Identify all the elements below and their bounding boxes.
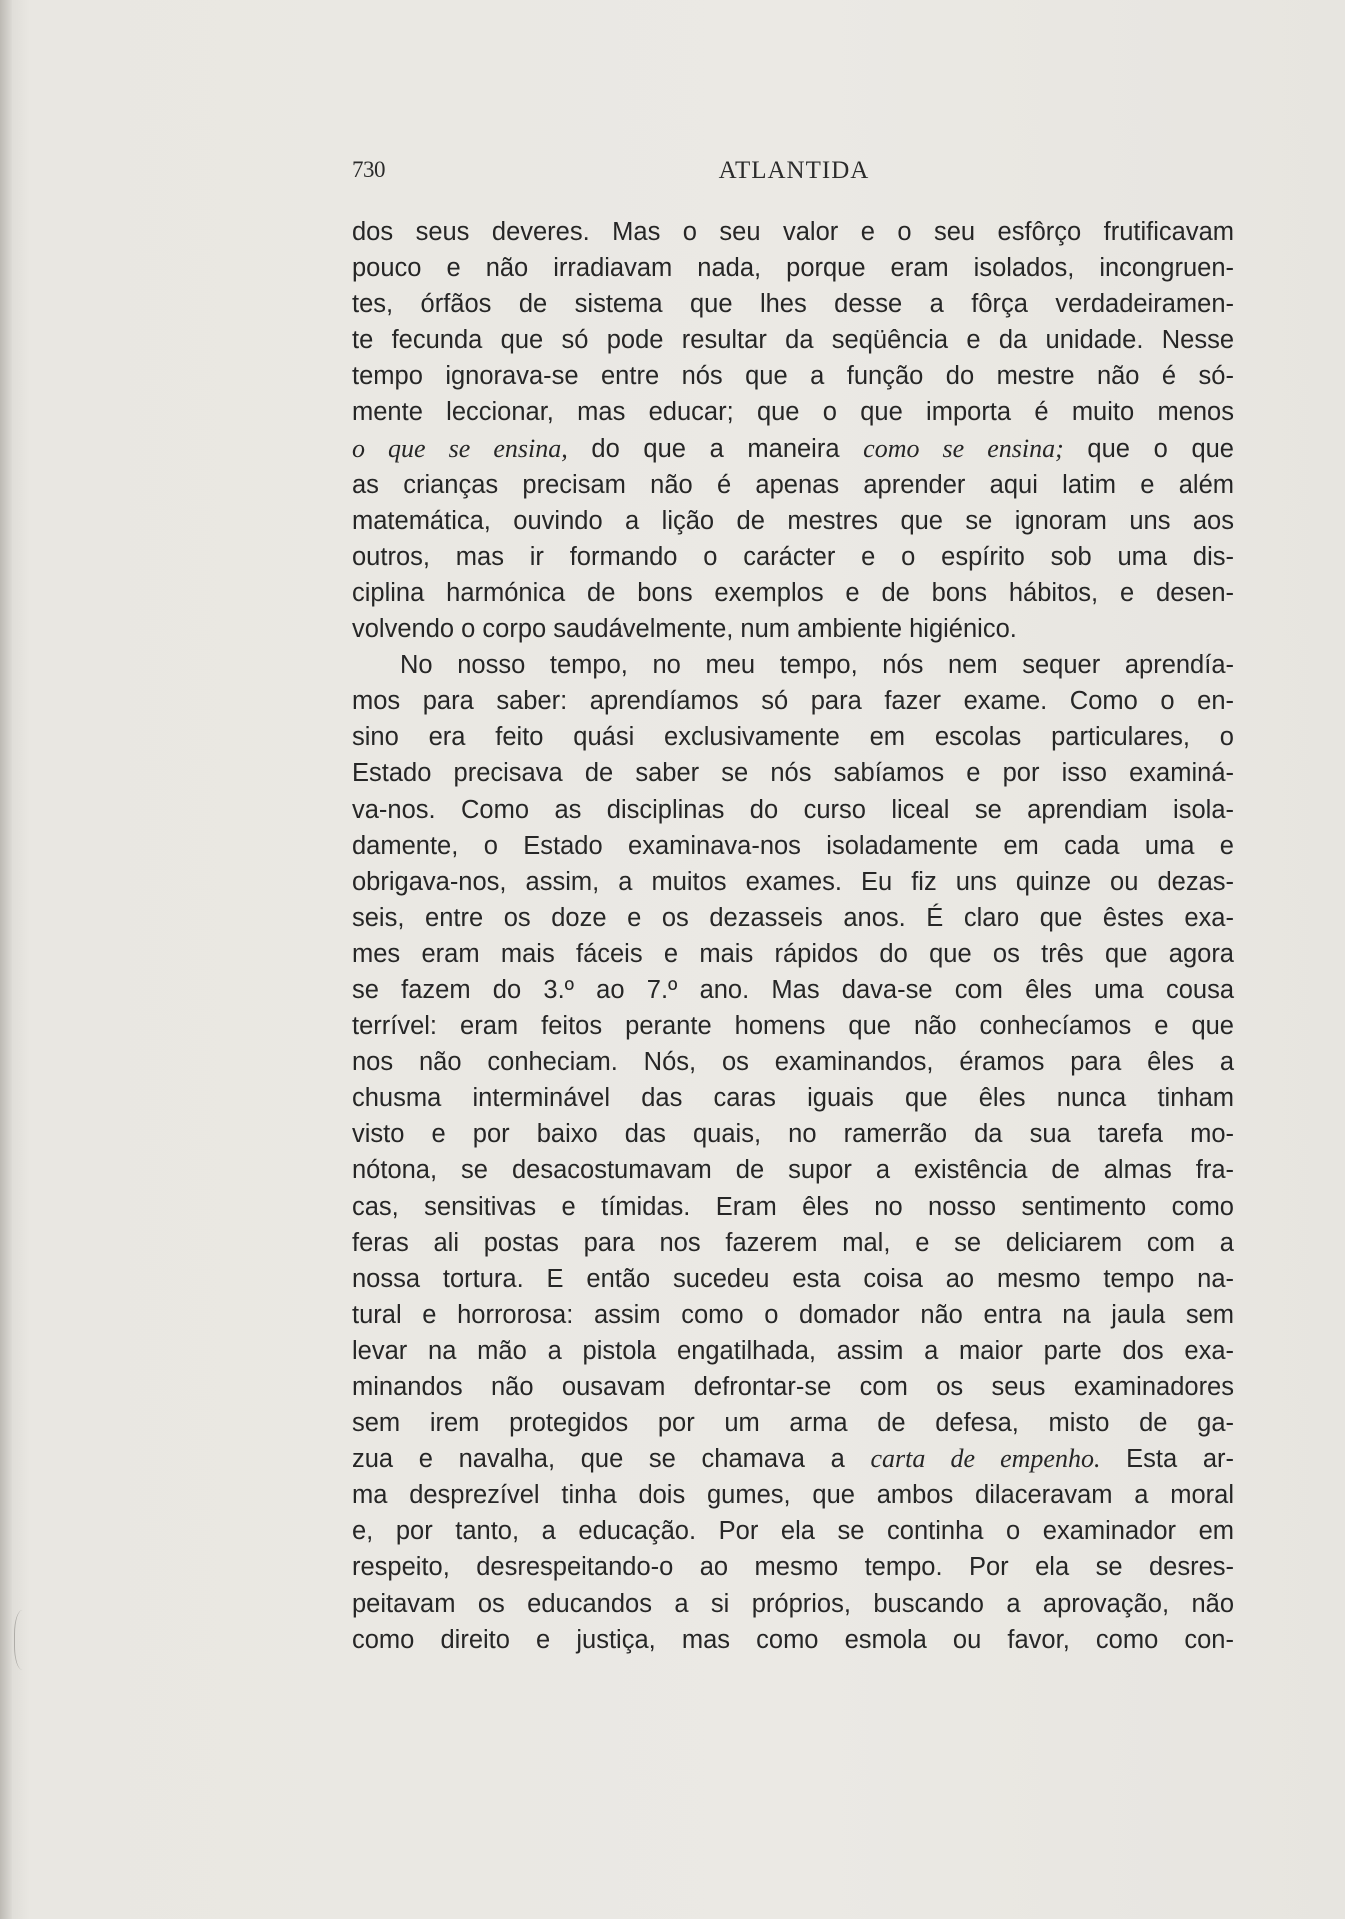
text-segment: outros, mas ir formando o carácter e o espírito sob uma dis- — [352, 542, 1234, 571]
text-segment: mente leccionar, mas educar; que o que importa é muito menos — [352, 398, 1234, 427]
text-segment: chusma interminável das caras iguais que êles nunca tinham — [352, 1084, 1234, 1113]
text-line — [352, 250, 1234, 286]
text-segment: tempo ignorava-se entre nós que a função do mestre não é só- — [352, 362, 1234, 391]
text-line — [352, 719, 1234, 755]
text-segment: mes eram mais fáceis e mais rápidos do que os três que agora — [352, 939, 1234, 968]
text-segment: ciplina harmónica de bons exemplos e de bons hábitos, e desen- — [352, 578, 1234, 607]
text-segment: volvendo o corpo saudávelmente, num ambiente higiénico. — [352, 615, 1017, 644]
text-line — [352, 1044, 1234, 1080]
text-line — [352, 828, 1234, 864]
text-line — [352, 1080, 1234, 1116]
text-segment: tural e horrorosa: assim como o domador não entra na jaula sem — [352, 1300, 1234, 1329]
text-line — [352, 394, 1234, 430]
text-line — [352, 755, 1234, 791]
text-segment: se fazem do 3.º ao 7.º ano. Mas dava-se com êles uma cousa — [352, 975, 1234, 1004]
text-segment: terrível: eram feitos perante homens que não conhecíamos e que — [352, 1012, 1234, 1041]
text-segment: sem irem protegidos por um arma de defesa, misto de ga- — [352, 1409, 1234, 1438]
text-line — [352, 286, 1234, 322]
text-line — [352, 575, 1234, 611]
page-binding-edge — [0, 0, 12, 1919]
text-segment: e, por tanto, a educação. Por ela se continha o examinador em — [352, 1517, 1234, 1546]
text-segment: feras ali postas para nos fazerem mal, e se deliciarem com a — [352, 1228, 1234, 1257]
text-segment: Esta ar- — [1100, 1445, 1234, 1474]
text-segment: va-nos. Como as disciplinas do curso liceal se aprendiam isola- — [352, 795, 1234, 824]
text-line — [352, 1441, 1234, 1477]
margin-pencil-mark — [14, 1610, 35, 1670]
text-line — [352, 900, 1234, 936]
text-segment: respeito, desrespeitando-o ao mesmo tempo. Por ela se desres- — [352, 1553, 1234, 1582]
text-segment: sino era feito quási exclusivamente em escolas particulares, o — [352, 723, 1234, 752]
text-segment: No nosso tempo, no meu tempo, nós nem sequer aprendía- — [400, 651, 1234, 680]
text-segment: ma desprezível tinha dois gumes, que ambos dilaceravam a moral — [352, 1481, 1234, 1510]
text-segment: mos para saber: aprendíamos só para fazer exame. Como o en- — [352, 687, 1234, 716]
text-line — [352, 214, 1234, 250]
text-line — [352, 1549, 1234, 1585]
text-segment: Estado precisava de saber se nós sabíamos e por isso examiná- — [352, 759, 1234, 788]
text-line — [352, 792, 1234, 828]
text-line — [352, 611, 1234, 647]
text-line — [352, 431, 1234, 467]
text-segment: dos seus deveres. Mas o seu valor e o seu esfôrço frutificavam — [352, 218, 1234, 246]
text-line — [352, 1189, 1234, 1225]
text-line — [352, 1369, 1234, 1405]
body-text — [352, 214, 1234, 1658]
text-line — [352, 322, 1234, 358]
text-segment: peitavam os educandos a si próprios, buscando a aprovação, não — [352, 1589, 1234, 1618]
text-line — [352, 1586, 1234, 1622]
text-line — [352, 1152, 1234, 1188]
text-line — [352, 864, 1234, 900]
text-line — [352, 647, 1234, 683]
text-line — [352, 1622, 1234, 1658]
text-segment: as crianças precisam não é apenas aprender aqui latim e além — [352, 470, 1234, 499]
text-line — [352, 1405, 1234, 1441]
text-line — [352, 1513, 1234, 1549]
text-line — [352, 467, 1234, 503]
text-segment: cas, sensitivas e tímidas. Eram êles no nosso sentimento como — [352, 1192, 1234, 1221]
text-segment: como direito e justiça, mas como esmola ou favor, como con- — [352, 1625, 1234, 1654]
text-line — [352, 1333, 1234, 1369]
running-title: ATLANTIDA — [718, 157, 870, 184]
page-number: 730 — [352, 157, 385, 182]
text-segment: do que a maneira — [567, 434, 864, 463]
page-header — [352, 157, 1236, 187]
text-segment: minandos não ousavam defrontar-se com os seus examinadores — [352, 1373, 1234, 1401]
text-segment: te fecunda que só pode resultar da seqüência e da unidade. Nesse — [352, 326, 1234, 355]
text-segment: nos não conheciam. Nós, os examinandos, éramos para êles a — [352, 1048, 1234, 1077]
text-segment: levar na mão a pistola engatilhada, assim a maior parte dos exa- — [352, 1336, 1234, 1365]
text-line — [352, 1116, 1234, 1152]
text-segment: zua e navalha, que se chamava a — [352, 1445, 871, 1474]
text-line — [352, 683, 1234, 719]
text-line — [352, 539, 1234, 575]
text-segment: que o que — [1063, 434, 1234, 463]
text-segment: nossa tortura. E então sucedeu esta coisa ao mesmo tempo na- — [352, 1264, 1234, 1293]
text-segment: nótona, se desacostumavam de supor a existência de almas fra- — [352, 1156, 1234, 1185]
text-line — [352, 503, 1234, 539]
text-line — [352, 1477, 1234, 1513]
text-segment: damente, o Estado examinava-nos isoladamente em cada uma e — [352, 831, 1234, 860]
text-segment: pouco e não irradiavam nada, porque eram isolados, incongruen- — [352, 254, 1234, 283]
text-line — [352, 1297, 1234, 1333]
italic-text: o que se ensina, — [352, 433, 568, 463]
text-segment: matemática, ouvindo a lição de mestres que se ignoram uns aos — [352, 506, 1234, 535]
text-line — [352, 1261, 1234, 1297]
text-segment: tes, órfãos de sistema que lhes desse a fôrça verdadeiramen- — [352, 290, 1234, 319]
text-line — [352, 358, 1234, 394]
text-line — [352, 1008, 1234, 1044]
text-segment: visto e por baixo das quais, no ramerrão da sua tarefa mo- — [352, 1120, 1234, 1149]
text-line — [352, 972, 1234, 1008]
text-segment: obrigava-nos, assim, a muitos exames. Eu fiz uns quinze ou dezas- — [352, 867, 1234, 896]
text-segment: seis, entre os doze e os dezasseis anos. É claro que êstes exa- — [352, 903, 1234, 932]
text-line — [352, 1225, 1234, 1261]
italic-text: carta de empenho. — [870, 1444, 1101, 1474]
text-line — [352, 936, 1234, 972]
italic-text: como se ensina; — [863, 433, 1064, 463]
